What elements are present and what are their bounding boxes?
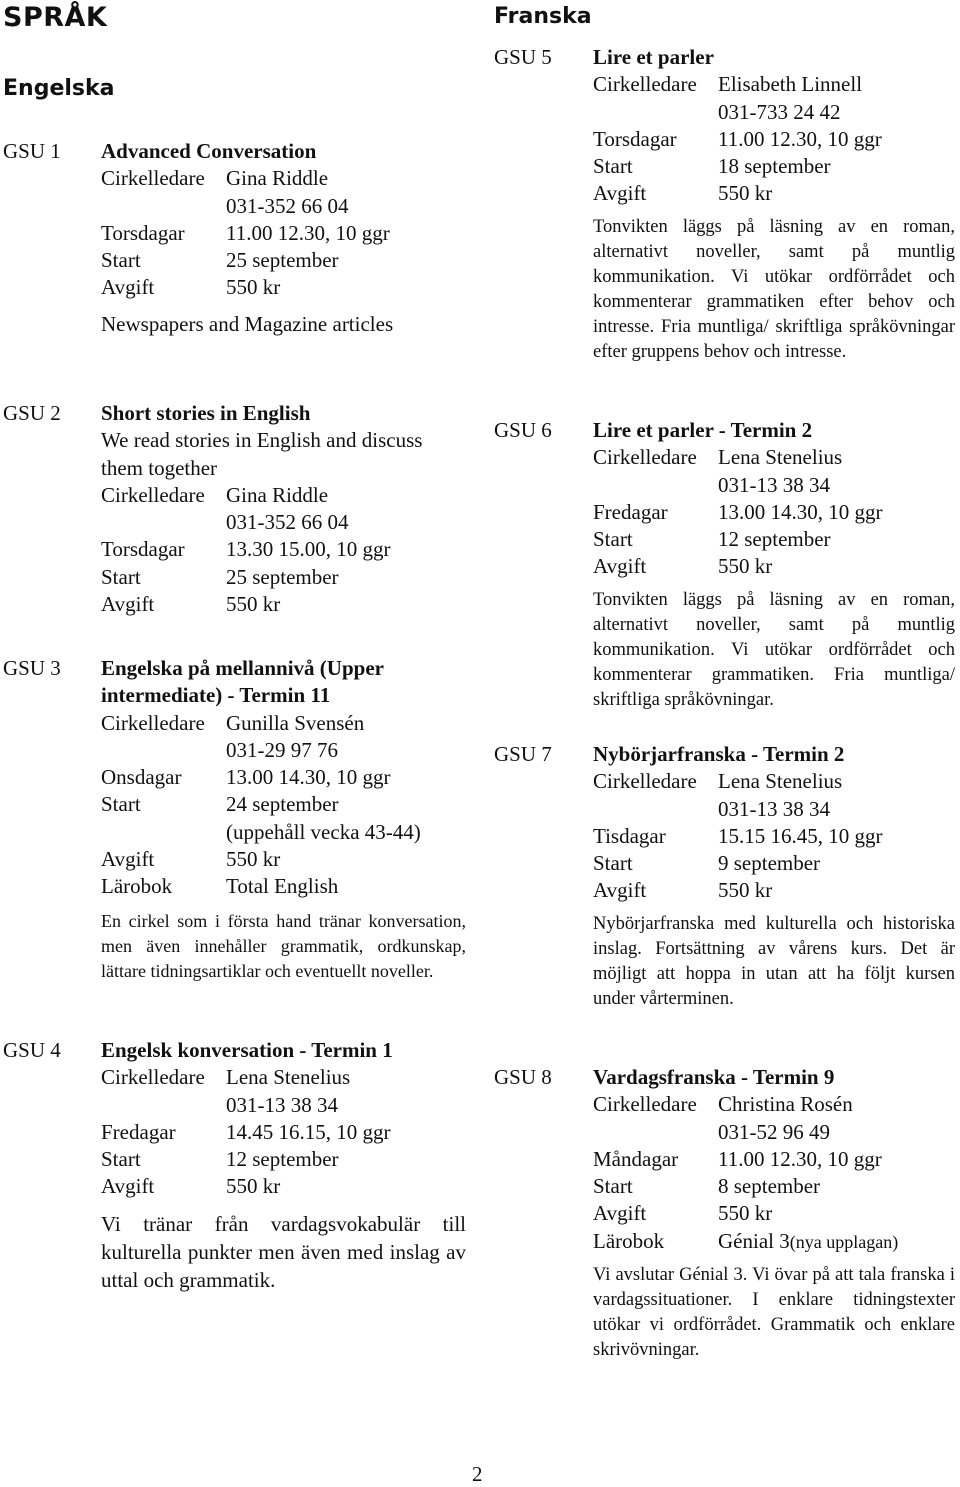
- start-label: Start: [593, 851, 633, 876]
- course-code: GSU 7: [494, 742, 552, 766]
- fee-value: 550 kr: [718, 878, 773, 903]
- course-title-2: intermediate) - Termin 11: [101, 683, 331, 708]
- leader-label: Cirkelledare: [101, 1065, 205, 1090]
- start-value: 25 september: [226, 248, 339, 273]
- course-description: Nybörjarfranska med kulturella och historiska inslag. Fortsättning av vårens kurs. Det är möjligt att hoppa in utan att ha följt kursen under vårterminen.: [593, 913, 955, 1009]
- leader-label: Cirkelledare: [101, 482, 205, 507]
- time-value: 14.45 16.15, 10 ggr: [226, 1119, 391, 1144]
- break-note: (uppehåll vecka 43-44): [226, 819, 421, 844]
- leader-label: Cirkelledare: [593, 72, 697, 97]
- course-description: Vi avslutar Génial 3. Vi övar på att tala franska i vardagssituationer. I enklare tidningstexter utökar vi ordförrådet. Grammatik och enklare skrivövningar.: [593, 1265, 955, 1361]
- start-value: 24 september: [226, 792, 339, 817]
- course-subtitle-2: them together: [101, 455, 218, 480]
- page-title: SPRÅK: [3, 2, 108, 33]
- start-label: Start: [593, 1174, 633, 1199]
- start-label: Start: [593, 154, 633, 179]
- course-title: Engelska på mellannivå (Upper: [101, 656, 384, 680]
- fee-value: 550 kr: [718, 181, 773, 206]
- leader-name: Gina Riddle: [226, 166, 329, 191]
- book-label: Lärobok: [101, 874, 173, 899]
- time-value: 11.00 12.30, 10 ggr: [718, 1146, 882, 1171]
- page-number: 2: [472, 1462, 483, 1486]
- course-description: Vi tränar från vardagsvokabulär till kulturella punkter men även med inslag av uttal och grammatik.: [101, 1211, 466, 1292]
- day-label: Torsdagar: [101, 537, 185, 562]
- leader-label: Cirkelledare: [593, 769, 697, 794]
- time-value: 13.00 14.30, 10 ggr: [226, 765, 391, 790]
- start-value: 12 september: [718, 527, 831, 552]
- time-value: 13.30 15.00, 10 ggr: [226, 537, 391, 562]
- start-value: 9 september: [718, 851, 821, 876]
- leader-label: Cirkelledare: [593, 445, 697, 470]
- day-label: Onsdagar: [101, 765, 182, 790]
- course-description: En cirkel som i första hand tränar konversation, men även innehåller grammatik, ordkunskap, lättare tidningsartiklar och eventuellt noveller.: [101, 910, 466, 981]
- leader-name: Lena Stenelius: [718, 769, 843, 794]
- start-value: 18 september: [718, 154, 831, 179]
- time-value: 13.00 14.30, 10 ggr: [718, 499, 883, 524]
- course-title: Nybörjarfranska - Termin 2: [593, 742, 845, 766]
- leader-name: Elisabeth Linnell: [718, 72, 863, 97]
- book-note: (nya upplagan): [789, 1231, 899, 1252]
- fee-value: 550 kr: [226, 1174, 281, 1199]
- day-label: Torsdagar: [101, 220, 185, 245]
- leader-phone: 031-13 38 34: [718, 472, 830, 497]
- leader-name: Christina Rosén: [718, 1092, 853, 1117]
- course-code: GSU 6: [494, 418, 552, 442]
- course-description: Tonvikten läggs på läsning av en roman, alternativt noveller, samt på muntlig kommunikation. Vi utökar ordförrådet och kommenterar grammatiken efter behov och intresse. Fria muntliga/ skriftliga språkövningar efter gruppens behov och intresse.: [593, 216, 955, 362]
- fee-value: 550 kr: [226, 592, 281, 617]
- course-title: Vardagsfranska - Termin 9: [593, 1065, 835, 1089]
- start-label: Start: [101, 792, 141, 817]
- day-label: Tisdagar: [593, 823, 666, 848]
- course-subtitle: We read stories in English and discuss: [101, 428, 423, 453]
- course-code: GSU 1: [3, 139, 61, 163]
- book-value: Total English: [226, 874, 339, 899]
- course-title: Short stories in English: [101, 401, 311, 425]
- leader-name: Gina Riddle: [226, 482, 329, 507]
- section-title-franska: Franska: [494, 4, 592, 29]
- fee-label: Avgift: [593, 1201, 647, 1226]
- day-label: Fredagar: [593, 499, 668, 524]
- fee-value: 550 kr: [718, 1201, 773, 1226]
- leader-label: Cirkelledare: [101, 710, 205, 735]
- course-code: GSU 8: [494, 1065, 552, 1089]
- fee-label: Avgift: [101, 847, 155, 872]
- leader-phone: 031-52 96 49: [718, 1119, 830, 1144]
- time-value: 15.15 16.45, 10 ggr: [718, 823, 883, 848]
- leader-phone: 031-352 66 04: [226, 193, 349, 218]
- start-value: 12 september: [226, 1147, 339, 1172]
- leader-phone: 031-352 66 04: [226, 510, 349, 535]
- start-value: 25 september: [226, 564, 339, 589]
- fee-label: Avgift: [101, 275, 155, 300]
- start-label: Start: [593, 527, 633, 552]
- fee-value: 550 kr: [226, 275, 281, 300]
- leader-name: Lena Stenelius: [226, 1065, 351, 1090]
- fee-label: Avgift: [101, 592, 155, 617]
- start-value: 8 september: [718, 1174, 821, 1199]
- leader-phone: 031-13 38 34: [226, 1092, 338, 1117]
- course-code: GSU 4: [3, 1038, 61, 1062]
- fee-label: Avgift: [101, 1174, 155, 1199]
- course-title: Engelsk konversation - Termin 1: [101, 1038, 393, 1062]
- section-title-engelska: Engelska: [3, 76, 115, 101]
- start-label: Start: [101, 248, 141, 273]
- book-value: Génial 3: [718, 1228, 790, 1253]
- course-code: GSU 3: [3, 656, 61, 680]
- leader-name: Lena Stenelius: [718, 445, 843, 470]
- start-label: Start: [101, 1147, 141, 1172]
- course-title: Lire et parler - Termin 2: [593, 418, 813, 442]
- book-label: Lärobok: [593, 1228, 665, 1253]
- start-label: Start: [101, 564, 141, 589]
- fee-value: 550 kr: [226, 847, 281, 872]
- leader-phone: 031-13 38 34: [718, 796, 830, 821]
- time-value: 11.00 12.30, 10 ggr: [226, 220, 390, 245]
- day-label: Måndagar: [593, 1146, 679, 1171]
- course-title: Lire et parler: [593, 45, 714, 69]
- leader-phone: 031-733 24 42: [718, 99, 841, 124]
- leader-name: Gunilla Svensén: [226, 710, 365, 735]
- leader-label: Cirkelledare: [593, 1092, 697, 1117]
- leader-label: Cirkelledare: [101, 166, 205, 191]
- day-label: Torsdagar: [593, 126, 677, 151]
- course-title: Advanced Conversation: [101, 139, 317, 163]
- fee-label: Avgift: [593, 878, 647, 903]
- time-value: 11.00 12.30, 10 ggr: [718, 126, 882, 151]
- day-label: Fredagar: [101, 1119, 176, 1144]
- fee-label: Avgift: [593, 181, 647, 206]
- course-code: GSU 2: [3, 401, 61, 425]
- course-note: Newspapers and Magazine articles: [101, 311, 394, 336]
- course-description: Tonvikten läggs på läsning av en roman, alternativt noveller, samt på muntlig kommunikation. Vi utökar ordförrådet och kommenterar grammatiken. Fria muntliga/ skriftliga språkövningar.: [593, 589, 955, 710]
- fee-label: Avgift: [593, 554, 647, 579]
- leader-phone: 031-29 97 76: [226, 737, 338, 762]
- fee-value: 550 kr: [718, 554, 773, 579]
- course-code: GSU 5: [494, 45, 552, 69]
